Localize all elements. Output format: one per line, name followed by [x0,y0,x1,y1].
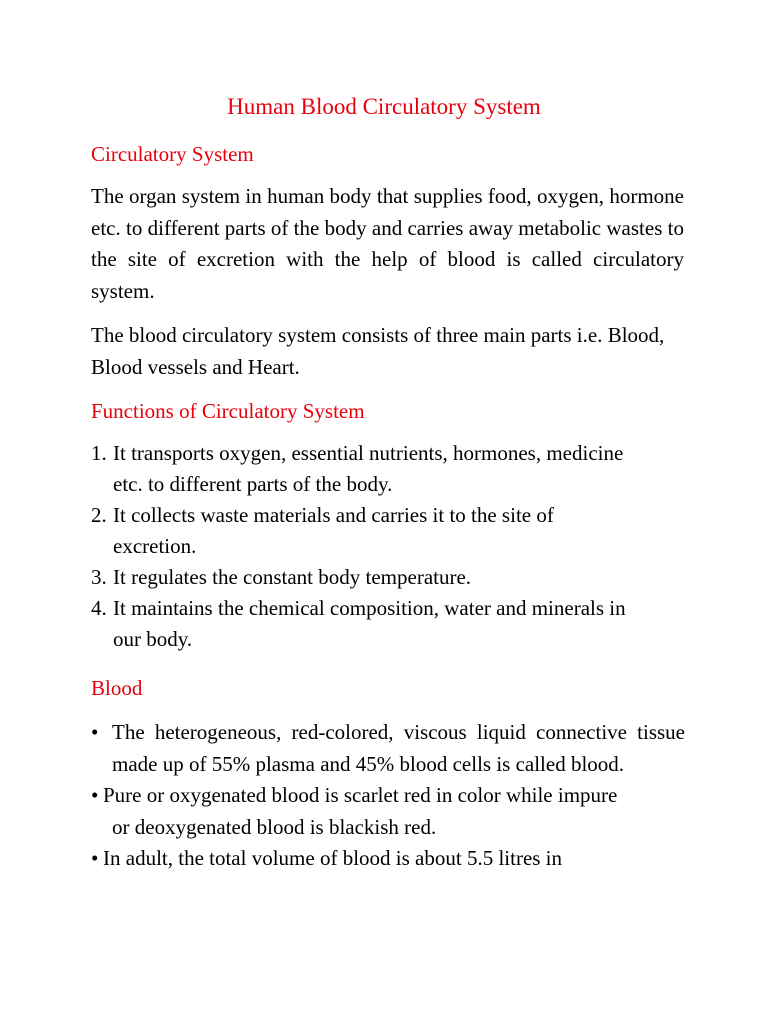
list-item [91,717,685,780]
list-item-text: It collects waste materials and carries it to the site of [113,503,554,527]
paragraph-main-parts: The blood circulatory system consists of three main parts i.e. Blood, Blood vessels and Heart. [91,323,665,379]
list-item-text-continued: our body. [113,627,193,651]
bullet-icon: • [91,720,99,744]
bullet-icon: • [91,783,99,807]
list-item-text: It transports oxygen, essential nutrients, hormones, medicine [113,441,624,465]
list-number: 2. [91,503,107,527]
list-item-text-continued: etc. to different parts of the body. [113,472,393,496]
paragraph-definition: The organ system in human body that supplies food, oxygen, hormone etc. to different parts of the body and carries away metabolic wastes to the site of excretion with the help of blood is called circulatory system. [91,184,684,303]
list-item-text: Pure or oxygenated blood is scarlet red in color while impure [103,783,618,807]
list-item [91,780,685,843]
list-item-text: It maintains the chemical composition, water and minerals in [113,596,626,620]
list-item-text-continued: excretion. [113,534,197,558]
blood-bullet-list [91,717,685,875]
functions-list [91,438,691,655]
list-item [91,843,685,875]
list-item [91,593,691,655]
heading-functions: Functions of Circulatory System [91,399,365,423]
list-item-text: It regulates the constant body temperature. [113,565,472,589]
heading-blood: Blood [91,676,143,700]
document-title: Human Blood Circulatory System [227,94,541,119]
list-number: 4. [91,596,107,620]
list-item-text: The heterogeneous, red-colored, viscous liquid connective tissue made up of 55% plasma and 45% blood cells is called blood. [112,720,685,776]
list-item [91,562,691,593]
list-item [91,500,691,562]
list-item-text: In adult, the total volume of blood is about 5.5 litres in [103,846,563,870]
list-item-text-continued: or deoxygenated blood is blackish red. [112,814,437,839]
list-item [91,438,691,500]
heading-circulatory-system: Circulatory System [91,142,254,166]
bullet-icon: • [91,846,99,870]
list-number: 3. [91,565,107,589]
list-number: 1. [91,441,107,465]
